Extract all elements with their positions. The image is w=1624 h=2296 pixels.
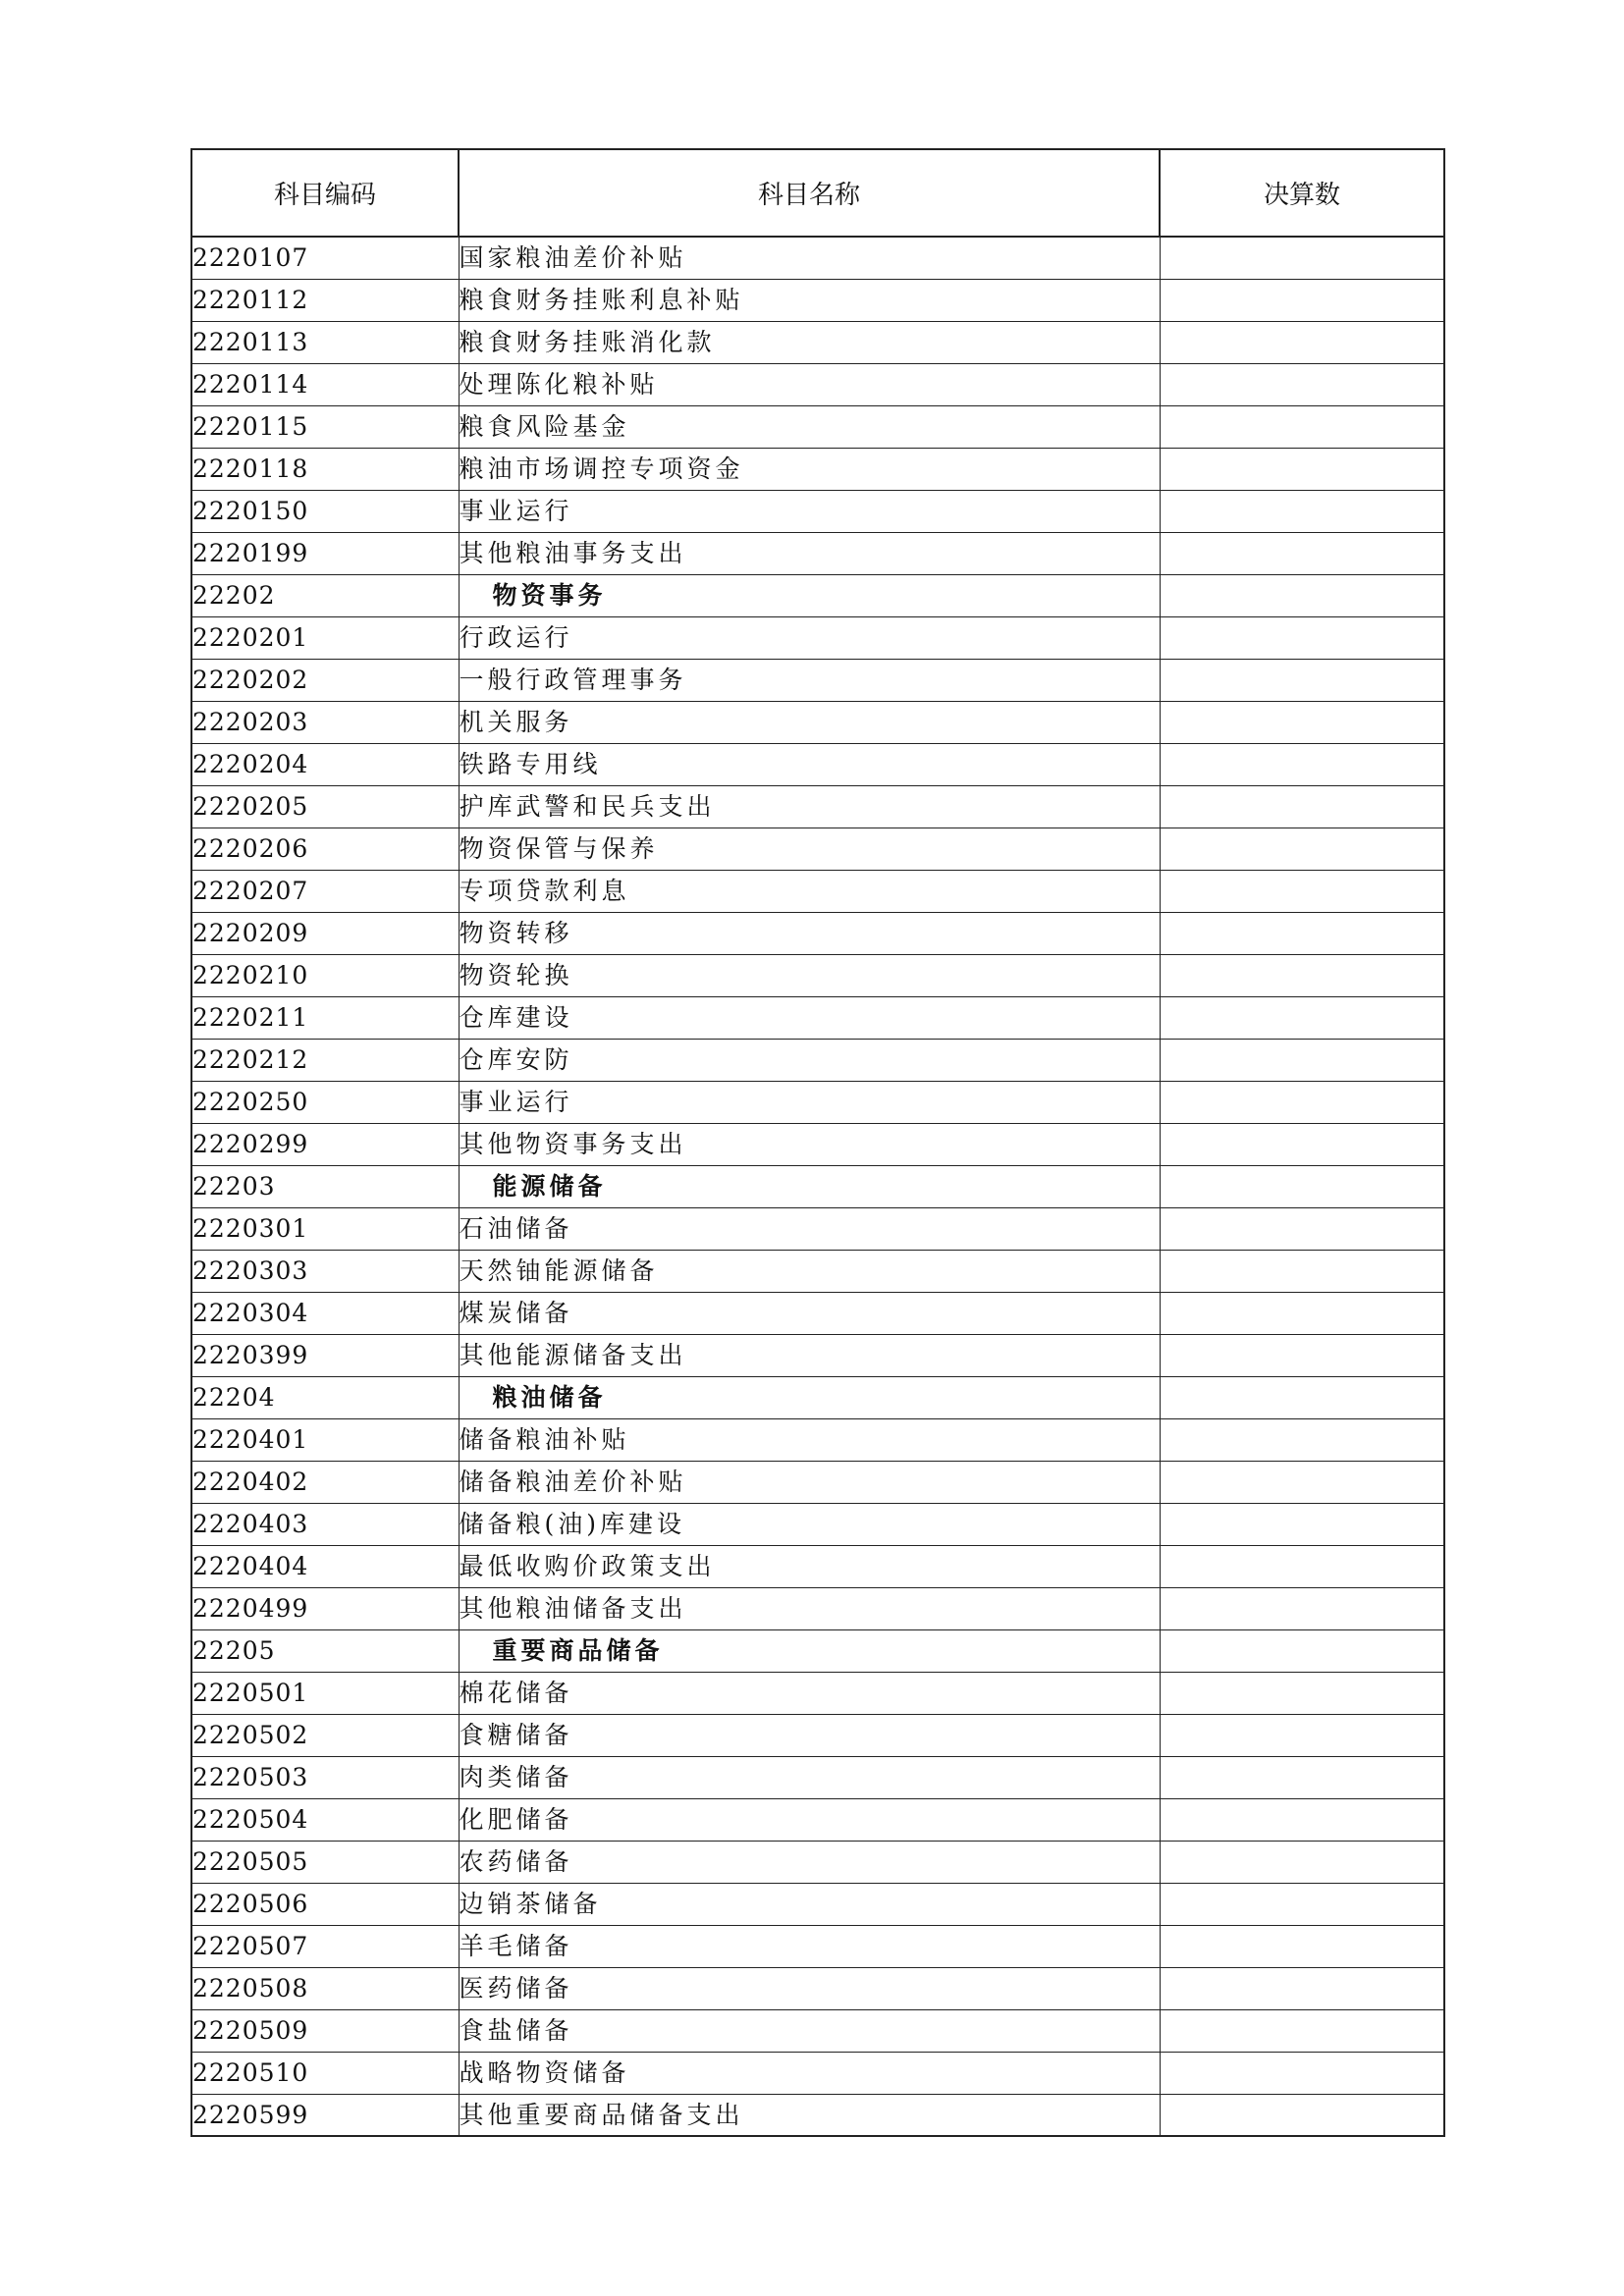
table-row	[191, 532, 1444, 574]
cell-name: 一般行政管理事务	[459, 659, 1160, 701]
table-row	[191, 659, 1444, 701]
cell-amount	[1160, 2094, 1444, 2136]
cell-amount	[1160, 1545, 1444, 1587]
cell-name: 粮食财务挂账消化款	[459, 321, 1160, 363]
cell-amount	[1160, 2052, 1444, 2094]
cell-amount	[1160, 996, 1444, 1039]
table-row	[191, 1039, 1444, 1081]
cell-name: 事业运行	[459, 490, 1160, 532]
table-row	[191, 1925, 1444, 1967]
cell-code: 2220207	[191, 870, 459, 912]
cell-code: 22205	[191, 1629, 459, 1672]
cell-name: 物资保管与保养	[459, 828, 1160, 870]
table-row	[191, 2009, 1444, 2052]
cell-name: 天然铀能源储备	[459, 1250, 1160, 1292]
cell-name: 粮食风险基金	[459, 405, 1160, 448]
header-amount: 决算数	[1160, 149, 1444, 237]
cell-code: 2220399	[191, 1334, 459, 1376]
cell-name: 处理陈化粮补贴	[459, 363, 1160, 405]
cell-code: 2220107	[191, 237, 459, 279]
header-name: 科目名称	[459, 149, 1160, 237]
cell-code: 2220599	[191, 2094, 459, 2136]
cell-code: 2220299	[191, 1123, 459, 1165]
cell-code: 2220112	[191, 279, 459, 321]
table-row	[191, 996, 1444, 1039]
table-row	[191, 1123, 1444, 1165]
cell-code: 2220212	[191, 1039, 459, 1081]
cell-name: 仓库建设	[459, 996, 1160, 1039]
cell-amount	[1160, 532, 1444, 574]
cell-code: 2220403	[191, 1503, 459, 1545]
cell-code: 2220205	[191, 785, 459, 828]
cell-code: 2220250	[191, 1081, 459, 1123]
cell-amount	[1160, 1039, 1444, 1081]
cell-amount	[1160, 448, 1444, 490]
cell-code: 2220507	[191, 1925, 459, 1967]
cell-amount	[1160, 1714, 1444, 1756]
table-row	[191, 1798, 1444, 1841]
table-row	[191, 1418, 1444, 1461]
cell-name: 储备粮油差价补贴	[459, 1461, 1160, 1503]
cell-amount	[1160, 1672, 1444, 1714]
cell-code: 2220203	[191, 701, 459, 743]
cell-amount	[1160, 701, 1444, 743]
cell-name: 粮食财务挂账利息补贴	[459, 279, 1160, 321]
cell-name: 国家粮油差价补贴	[459, 237, 1160, 279]
table-group-row	[191, 574, 1444, 616]
table-row	[191, 1672, 1444, 1714]
table-row	[191, 1883, 1444, 1925]
cell-amount	[1160, 828, 1444, 870]
table-row	[191, 1461, 1444, 1503]
cell-amount	[1160, 490, 1444, 532]
table-row	[191, 1714, 1444, 1756]
cell-code: 2220113	[191, 321, 459, 363]
table-row	[191, 954, 1444, 996]
cell-amount	[1160, 912, 1444, 954]
cell-code: 2220506	[191, 1883, 459, 1925]
cell-amount	[1160, 1587, 1444, 1629]
cell-name: 行政运行	[459, 616, 1160, 659]
cell-amount	[1160, 1925, 1444, 1967]
cell-code: 2220401	[191, 1418, 459, 1461]
cell-code: 2220505	[191, 1841, 459, 1883]
cell-amount	[1160, 279, 1444, 321]
cell-amount	[1160, 405, 1444, 448]
cell-code: 2220202	[191, 659, 459, 701]
table-row	[191, 912, 1444, 954]
cell-name: 其他粮油储备支出	[459, 1587, 1160, 1629]
cell-amount	[1160, 321, 1444, 363]
table-row	[191, 1081, 1444, 1123]
table-row	[191, 1250, 1444, 1292]
cell-code: 2220115	[191, 405, 459, 448]
cell-name: 重要商品储备	[459, 1629, 1160, 1672]
cell-amount	[1160, 1081, 1444, 1123]
cell-name: 食糖储备	[459, 1714, 1160, 1756]
table-row	[191, 616, 1444, 659]
table-row	[191, 1967, 1444, 2009]
cell-name: 农药储备	[459, 1841, 1160, 1883]
cell-code: 2220210	[191, 954, 459, 996]
cell-code: 2220301	[191, 1207, 459, 1250]
table-row	[191, 448, 1444, 490]
cell-amount	[1160, 870, 1444, 912]
cell-code: 2220201	[191, 616, 459, 659]
table-row	[191, 237, 1444, 279]
cell-amount	[1160, 1250, 1444, 1292]
cell-code: 2220199	[191, 532, 459, 574]
cell-amount	[1160, 1967, 1444, 2009]
cell-name: 粮油市场调控专项资金	[459, 448, 1160, 490]
header-row	[191, 149, 1444, 237]
cell-code: 2220503	[191, 1756, 459, 1798]
cell-code: 22203	[191, 1165, 459, 1207]
cell-code: 2220501	[191, 1672, 459, 1714]
table-row	[191, 1207, 1444, 1250]
cell-name: 食盐储备	[459, 2009, 1160, 2052]
cell-name: 其他粮油事务支出	[459, 532, 1160, 574]
cell-code: 2220209	[191, 912, 459, 954]
table-row	[191, 743, 1444, 785]
cell-name: 粮油储备	[459, 1376, 1160, 1418]
table-row	[191, 1756, 1444, 1798]
cell-name: 肉类储备	[459, 1756, 1160, 1798]
cell-name: 物资事务	[459, 574, 1160, 616]
cell-name: 专项贷款利息	[459, 870, 1160, 912]
table-header	[191, 149, 1444, 237]
cell-amount	[1160, 237, 1444, 279]
cell-amount	[1160, 659, 1444, 701]
cell-amount	[1160, 1376, 1444, 1418]
cell-name: 棉花储备	[459, 1672, 1160, 1714]
cell-name: 机关服务	[459, 701, 1160, 743]
cell-code: 2220204	[191, 743, 459, 785]
table-row	[191, 828, 1444, 870]
table-group-row	[191, 1165, 1444, 1207]
cell-amount	[1160, 1207, 1444, 1250]
cell-name: 储备粮油补贴	[459, 1418, 1160, 1461]
table-row	[191, 405, 1444, 448]
cell-code: 2220404	[191, 1545, 459, 1587]
cell-amount	[1160, 1841, 1444, 1883]
cell-code: 2220499	[191, 1587, 459, 1629]
cell-code: 2220211	[191, 996, 459, 1039]
table-row	[191, 2094, 1444, 2136]
cell-name: 医药储备	[459, 1967, 1160, 2009]
cell-amount	[1160, 1123, 1444, 1165]
cell-amount	[1160, 1883, 1444, 1925]
cell-amount	[1160, 743, 1444, 785]
cell-amount	[1160, 1798, 1444, 1841]
cell-code: 2220502	[191, 1714, 459, 1756]
cell-code: 2220504	[191, 1798, 459, 1841]
cell-amount	[1160, 1334, 1444, 1376]
cell-amount	[1160, 574, 1444, 616]
cell-name: 物资转移	[459, 912, 1160, 954]
cell-code: 2220114	[191, 363, 459, 405]
table-row	[191, 1841, 1444, 1883]
table-row	[191, 1545, 1444, 1587]
table-row	[191, 279, 1444, 321]
table-row	[191, 1334, 1444, 1376]
budget-table	[190, 148, 1445, 2137]
cell-name: 仓库安防	[459, 1039, 1160, 1081]
cell-code: 22202	[191, 574, 459, 616]
cell-amount	[1160, 2009, 1444, 2052]
cell-amount	[1160, 1503, 1444, 1545]
table-group-row	[191, 1376, 1444, 1418]
cell-name: 物资轮换	[459, 954, 1160, 996]
cell-name: 石油储备	[459, 1207, 1160, 1250]
cell-amount	[1160, 1165, 1444, 1207]
cell-code: 2220402	[191, 1461, 459, 1503]
table-row	[191, 1587, 1444, 1629]
cell-name: 护库武警和民兵支出	[459, 785, 1160, 828]
table-body	[191, 237, 1444, 2136]
cell-name: 储备粮(油)库建设	[459, 1503, 1160, 1545]
cell-amount	[1160, 785, 1444, 828]
cell-amount	[1160, 1292, 1444, 1334]
table-row	[191, 785, 1444, 828]
cell-name: 羊毛储备	[459, 1925, 1160, 1967]
table-row	[191, 363, 1444, 405]
header-code: 科目编码	[191, 149, 459, 237]
table-row	[191, 1292, 1444, 1334]
cell-name: 事业运行	[459, 1081, 1160, 1123]
cell-name: 铁路专用线	[459, 743, 1160, 785]
table-row	[191, 870, 1444, 912]
cell-name: 其他物资事务支出	[459, 1123, 1160, 1165]
cell-code: 2220510	[191, 2052, 459, 2094]
cell-code: 2220304	[191, 1292, 459, 1334]
cell-code: 2220509	[191, 2009, 459, 2052]
cell-code: 2220118	[191, 448, 459, 490]
cell-code: 2220150	[191, 490, 459, 532]
cell-amount	[1160, 954, 1444, 996]
cell-amount	[1160, 1461, 1444, 1503]
cell-code: 2220303	[191, 1250, 459, 1292]
table-row	[191, 2052, 1444, 2094]
cell-amount	[1160, 616, 1444, 659]
cell-name: 最低收购价政策支出	[459, 1545, 1160, 1587]
cell-amount	[1160, 363, 1444, 405]
table-group-row	[191, 1629, 1444, 1672]
cell-name: 边销茶储备	[459, 1883, 1160, 1925]
cell-name: 煤炭储备	[459, 1292, 1160, 1334]
cell-code: 2220508	[191, 1967, 459, 2009]
cell-name: 化肥储备	[459, 1798, 1160, 1841]
cell-amount	[1160, 1629, 1444, 1672]
cell-name: 战略物资储备	[459, 2052, 1160, 2094]
cell-code: 22204	[191, 1376, 459, 1418]
cell-code: 2220206	[191, 828, 459, 870]
table-row	[191, 490, 1444, 532]
table-row	[191, 701, 1444, 743]
cell-amount	[1160, 1418, 1444, 1461]
table-row	[191, 321, 1444, 363]
table-row	[191, 1503, 1444, 1545]
cell-amount	[1160, 1756, 1444, 1798]
cell-name: 能源储备	[459, 1165, 1160, 1207]
cell-name: 其他能源储备支出	[459, 1334, 1160, 1376]
cell-name: 其他重要商品储备支出	[459, 2094, 1160, 2136]
